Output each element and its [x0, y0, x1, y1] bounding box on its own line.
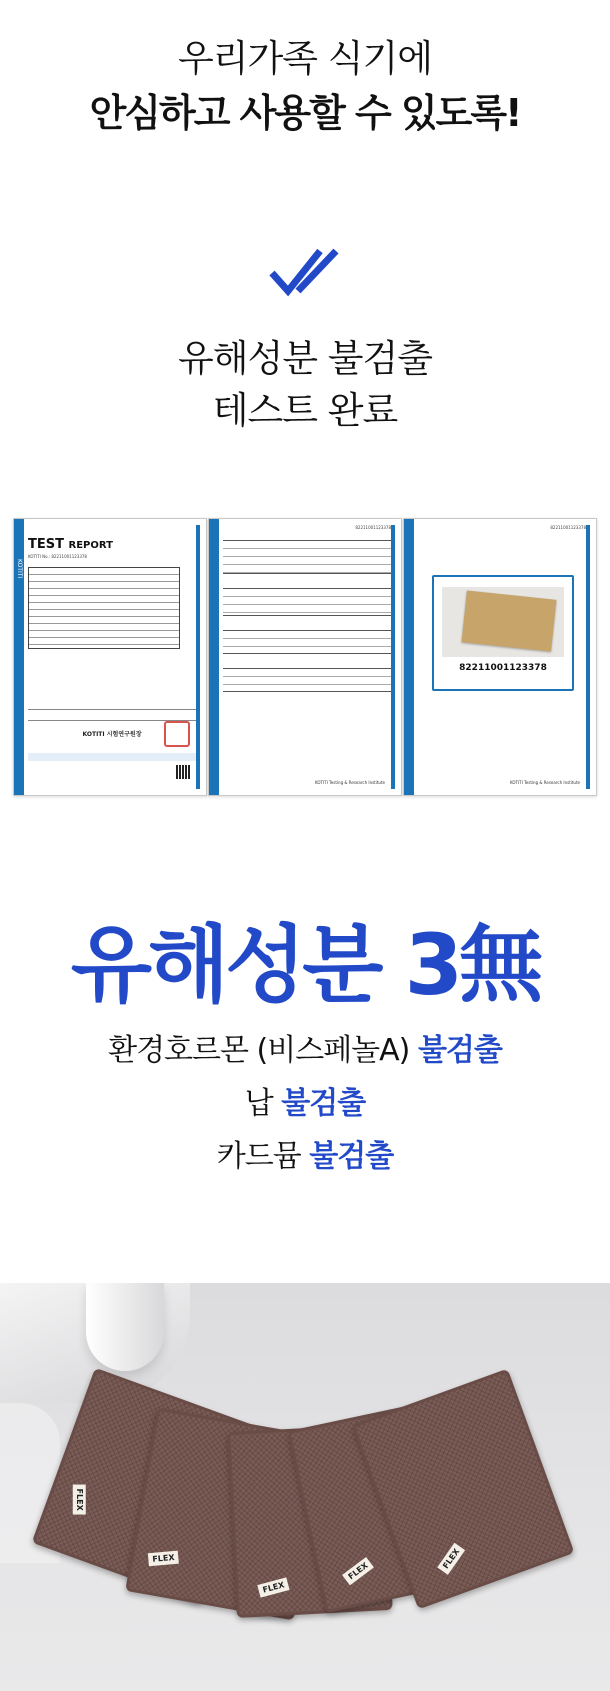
headline-line1: 우리가족 식기에	[178, 37, 432, 80]
cloth-tag-3: FLEX	[257, 1577, 290, 1597]
report-page-3	[403, 518, 597, 796]
report-title-test: TEST	[28, 537, 64, 552]
test-heading-line2: 테스트 완료	[212, 389, 398, 432]
report-page2-footer: KOTITI Testing & Research Institute	[314, 780, 385, 785]
result-line-3	[0, 1131, 610, 1175]
sample-swatch	[462, 590, 557, 651]
report-number: 82211001123378	[51, 554, 87, 559]
result-line-3-status: 불검출	[309, 1139, 394, 1174]
report-title-report: REPORT	[68, 540, 113, 551]
product-photo	[0, 1283, 610, 1691]
double-check-icon	[268, 247, 344, 297]
cloth-tag-4: FLEX	[342, 1557, 374, 1586]
result-line-1-text: 환경호르몬 (비스페놀A)	[108, 1033, 410, 1068]
report-institute: KOTITI 시험연구원장	[82, 731, 142, 738]
result-line-1	[0, 1025, 610, 1069]
result-line-3-text: 카드뮴	[216, 1139, 301, 1174]
report-page3-footer: KOTITI Testing & Research Institute	[509, 780, 580, 785]
result-line-2-text: 납	[244, 1086, 273, 1121]
headline-line2: 안심하고 사용할 수 있도록!	[89, 91, 521, 135]
result-line-2-status: 불검출	[281, 1086, 366, 1121]
report-page-2	[208, 518, 402, 796]
report-page2-number: 82211001123378	[355, 525, 391, 530]
report-page3-number: 82211001123378	[550, 525, 586, 530]
cloth-tag-5: FLEX	[437, 1543, 465, 1575]
report-page-1: KOTITI TEST REPORT KOTITI No.: 82211001123378 KOTITI 시험연구원장	[13, 518, 207, 796]
result-line-1-status: 불검출	[417, 1033, 502, 1068]
report-side-label: KOTITI	[16, 559, 23, 579]
result-line-2	[0, 1078, 610, 1122]
test-heading-line1: 유해성분 불검출	[178, 337, 432, 380]
big-title: 유해성분 3無	[70, 916, 540, 1014]
cloth-tag-1: FLEX	[73, 1485, 86, 1515]
sample-photo-number: 82211001123378	[459, 663, 547, 673]
cloth-tag-2: FLEX	[148, 1551, 179, 1567]
